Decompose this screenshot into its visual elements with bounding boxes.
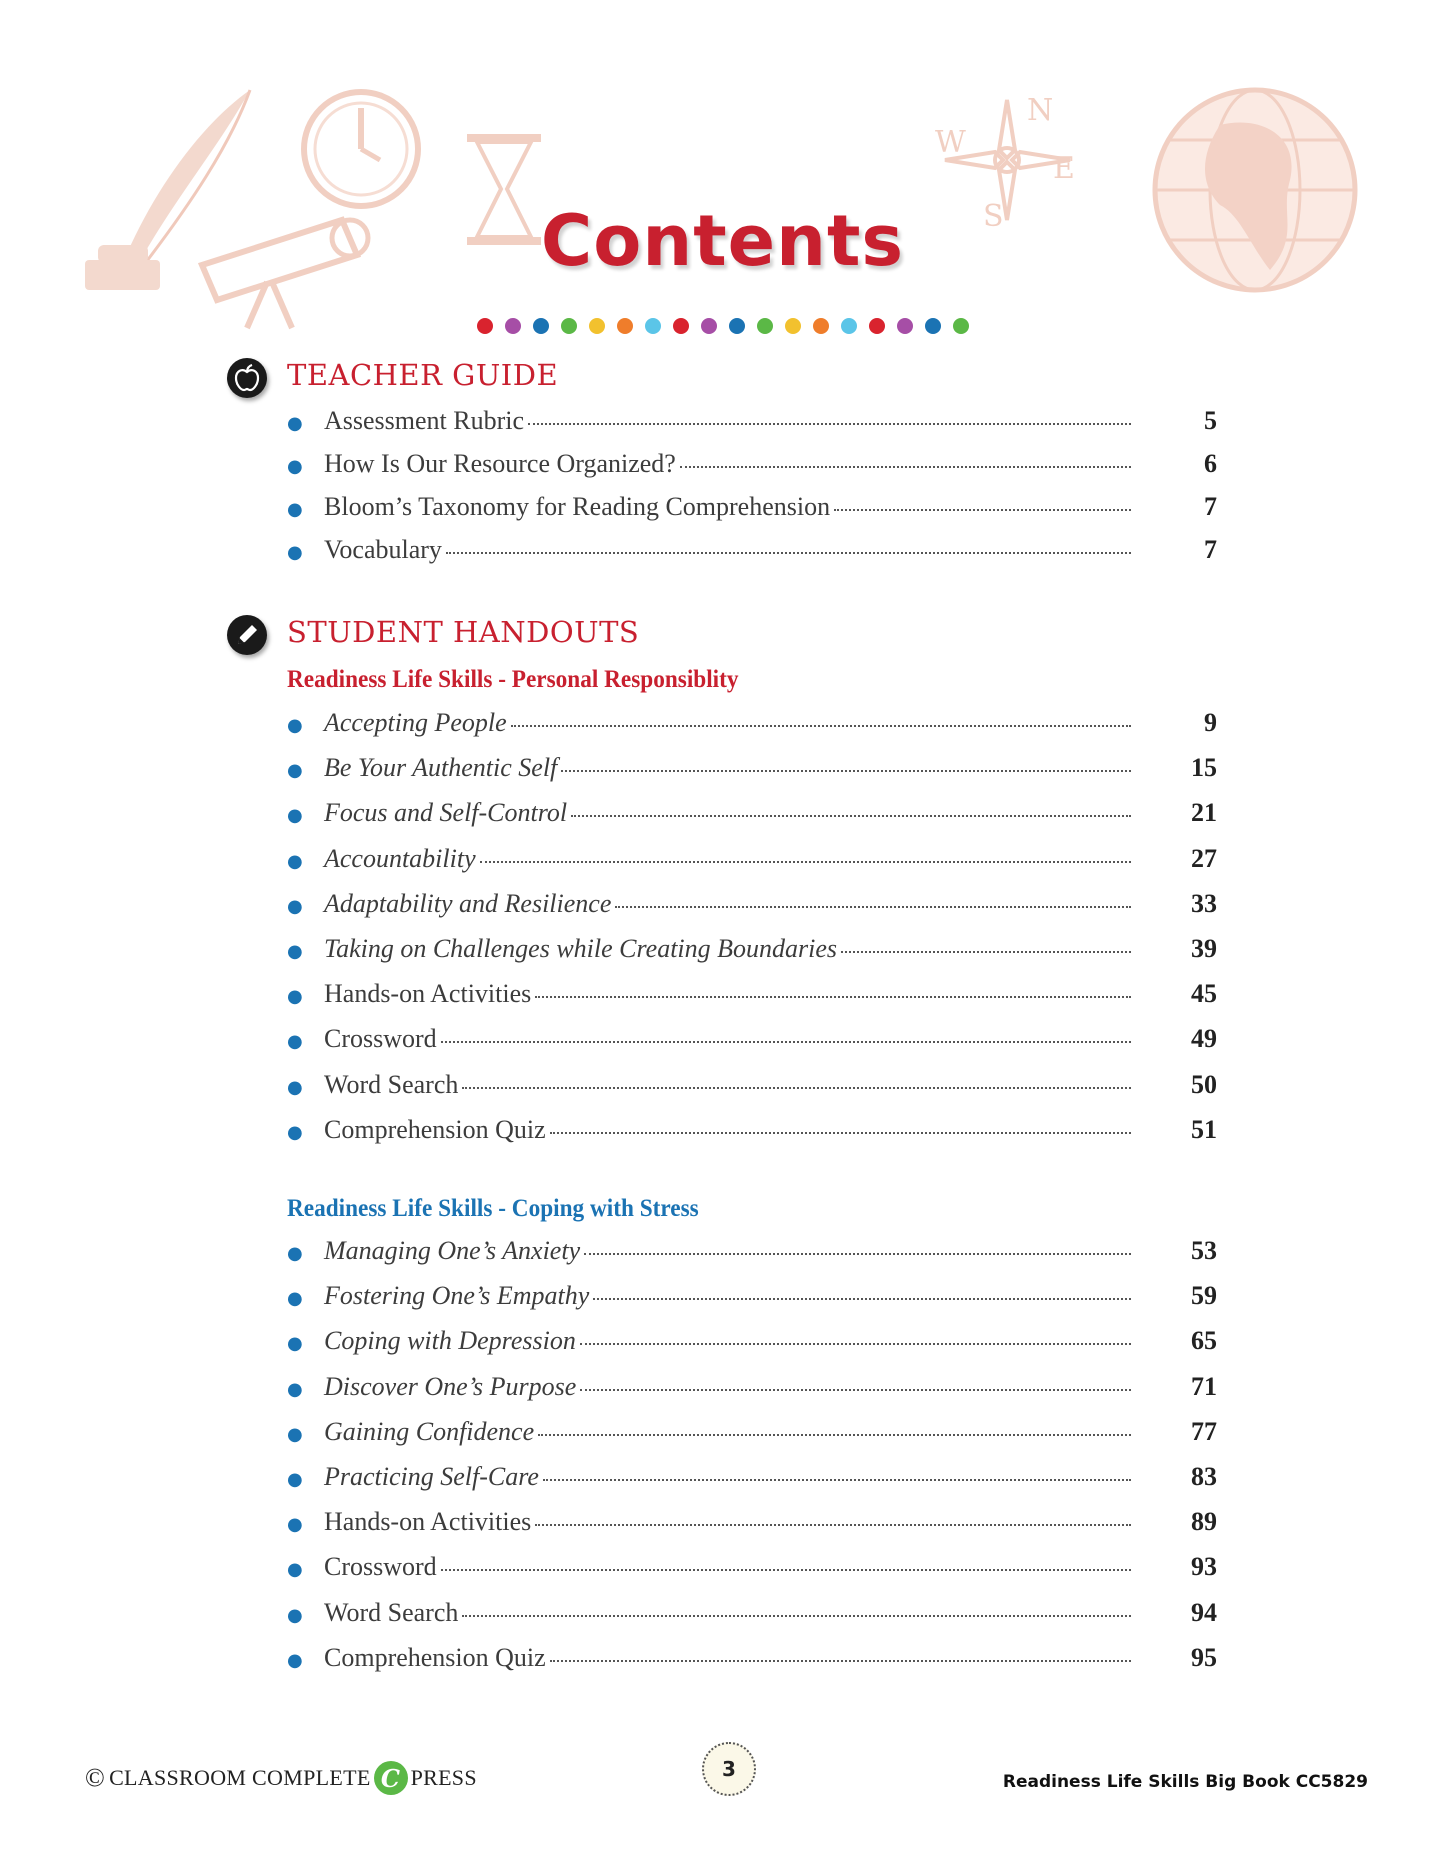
toc-entry[interactable] bbox=[287, 798, 1217, 834]
bullet-icon: ● bbox=[287, 1288, 303, 1310]
dot-leader bbox=[480, 861, 1131, 863]
leaf-logo-icon bbox=[374, 1761, 408, 1795]
toc-page-number: 77 bbox=[1191, 1416, 1217, 1446]
toc-page-number: 15 bbox=[1191, 753, 1217, 783]
toc-page-number: 9 bbox=[1204, 708, 1217, 737]
toc-entry-title: Accepting People bbox=[324, 708, 507, 737]
bullet-icon: ● bbox=[287, 986, 303, 1008]
dot-leader bbox=[462, 1087, 1131, 1089]
toc-entry[interactable] bbox=[287, 979, 1217, 1015]
toc-entry-title: Comprehension Quiz bbox=[324, 1114, 546, 1144]
toc-page-number: 27 bbox=[1191, 843, 1217, 873]
toc-entry[interactable] bbox=[287, 1462, 1217, 1498]
toc-entry[interactable] bbox=[287, 535, 1217, 571]
copyright-symbol: © bbox=[85, 1763, 106, 1792]
toc-entry[interactable] bbox=[287, 1326, 1217, 1362]
toc-entry-title: Taking on Challenges while Creating Boundaries bbox=[324, 934, 838, 963]
bullet-icon: ● bbox=[287, 1423, 303, 1445]
toc-entry[interactable] bbox=[287, 934, 1217, 970]
toc-page-number: 95 bbox=[1191, 1642, 1217, 1672]
color-dot bbox=[729, 318, 745, 334]
bullet-icon: ● bbox=[287, 1469, 303, 1490]
bullet-icon: ● bbox=[287, 1604, 303, 1626]
toc-entry[interactable] bbox=[287, 1115, 1217, 1151]
color-dot bbox=[477, 318, 493, 334]
color-dot bbox=[897, 318, 913, 334]
color-dot bbox=[813, 318, 829, 334]
clock-icon bbox=[300, 88, 422, 210]
toc-entry[interactable] bbox=[287, 1552, 1217, 1588]
compass-w-label: W bbox=[935, 125, 966, 160]
toc-entry[interactable] bbox=[287, 1236, 1217, 1272]
dot-leader bbox=[593, 1298, 1131, 1300]
color-dot bbox=[589, 318, 605, 334]
color-dot bbox=[869, 318, 885, 334]
toc-entry-title: Word Search bbox=[324, 1069, 459, 1099]
toc-entry[interactable] bbox=[287, 1024, 1217, 1060]
dot-leader bbox=[584, 1253, 1131, 1255]
dot-leader bbox=[538, 1434, 1131, 1436]
color-dot bbox=[925, 318, 941, 334]
bullet-icon: ● bbox=[287, 1514, 303, 1536]
toc-entry-title: Accountability bbox=[324, 843, 476, 873]
compass-n-label: N bbox=[1027, 93, 1054, 128]
teacher-guide-heading: TEACHER GUIDE bbox=[287, 358, 559, 392]
dot-leader bbox=[446, 552, 1131, 554]
toc-entry[interactable] bbox=[287, 1643, 1217, 1679]
toc-page-number: 39 bbox=[1191, 934, 1217, 963]
page-number: 3 bbox=[702, 1742, 756, 1796]
subheading-coping-with-stress: Readiness Life Skills - Coping with Stress bbox=[287, 1195, 699, 1222]
book-title: Readiness Life Skills Big Book CC5829 bbox=[1002, 1772, 1368, 1792]
student-handouts-heading: STUDENT HANDOUTS bbox=[287, 615, 640, 649]
bullet-icon: ● bbox=[287, 1333, 303, 1355]
toc-entry-title: Hands-on Activities bbox=[324, 1507, 532, 1537]
bullet-icon: ● bbox=[287, 1649, 303, 1671]
dot-leader bbox=[615, 906, 1131, 908]
toc-page-number: 7 bbox=[1204, 535, 1217, 564]
pencil-icon bbox=[227, 615, 267, 655]
toc-page-number: 51 bbox=[1191, 1114, 1217, 1144]
color-dot bbox=[505, 318, 521, 334]
color-dot bbox=[533, 318, 549, 334]
toc-entry-title: Crossword bbox=[324, 1552, 437, 1582]
color-dot bbox=[841, 318, 857, 334]
toc-page-number: 5 bbox=[1204, 406, 1217, 435]
toc-entry[interactable] bbox=[287, 1070, 1217, 1106]
dot-leader bbox=[511, 725, 1131, 727]
publisher-press: PRESS bbox=[410, 1765, 477, 1790]
compass-e-label: E bbox=[1053, 151, 1075, 186]
bullet-icon: ● bbox=[287, 542, 303, 563]
color-dot bbox=[785, 318, 801, 334]
toc-entry[interactable] bbox=[287, 708, 1217, 744]
toc-entry[interactable] bbox=[287, 449, 1217, 485]
toc-entry-title: Vocabulary bbox=[324, 535, 442, 564]
color-dot bbox=[645, 318, 661, 334]
toc-entry-title: Focus and Self-Control bbox=[324, 798, 568, 828]
dot-leader bbox=[441, 1041, 1131, 1043]
toc-entry[interactable] bbox=[287, 492, 1217, 528]
toc-entry-title: Hands-on Activities bbox=[324, 979, 532, 1009]
toc-entry-title: Adaptability and Resilience bbox=[324, 888, 612, 918]
toc-page-number: 50 bbox=[1191, 1069, 1217, 1099]
toc-entry[interactable] bbox=[287, 889, 1217, 925]
bullet-icon: ● bbox=[287, 413, 303, 434]
bullet-icon: ● bbox=[287, 1076, 303, 1098]
color-dot bbox=[561, 318, 577, 334]
toc-entry[interactable] bbox=[287, 406, 1217, 442]
toc-entry-title: Managing One’s Anxiety bbox=[324, 1236, 581, 1265]
toc-entry[interactable] bbox=[287, 1507, 1217, 1543]
publisher-logo bbox=[85, 1761, 477, 1795]
toc-page-number: 83 bbox=[1191, 1462, 1217, 1491]
bullet-icon: ● bbox=[287, 1378, 303, 1400]
toc-entry-title: Coping with Depression bbox=[324, 1326, 576, 1356]
toc-page-number: 65 bbox=[1191, 1326, 1217, 1356]
bullet-icon: ● bbox=[287, 850, 303, 872]
dot-leader bbox=[535, 1524, 1131, 1526]
toc-page-number: 7 bbox=[1204, 492, 1217, 521]
toc-entry[interactable] bbox=[287, 1598, 1217, 1634]
toc-entry[interactable] bbox=[287, 1281, 1217, 1317]
toc-page-number: 94 bbox=[1191, 1597, 1217, 1627]
dot-leader bbox=[528, 423, 1131, 425]
toc-entry-title: Comprehension Quiz bbox=[324, 1642, 546, 1672]
toc-page-number: 45 bbox=[1191, 979, 1217, 1009]
toc-entry-title: Word Search bbox=[324, 1597, 459, 1627]
dot-leader bbox=[580, 1389, 1131, 1391]
dot-leader bbox=[561, 770, 1131, 772]
color-dot bbox=[673, 318, 689, 334]
color-dot bbox=[701, 318, 717, 334]
dot-leader bbox=[543, 1479, 1131, 1481]
bullet-icon: ● bbox=[287, 456, 303, 477]
page-title: Contents bbox=[540, 200, 905, 282]
toc-entry-title: Crossword bbox=[324, 1024, 437, 1054]
toc-page-number: 71 bbox=[1191, 1371, 1217, 1401]
bullet-icon: ● bbox=[287, 1031, 303, 1053]
color-dot bbox=[617, 318, 633, 334]
apple-icon bbox=[227, 358, 267, 398]
publisher-name: CLASSROOM COMPLETE bbox=[109, 1765, 371, 1790]
dot-leader bbox=[535, 996, 1131, 998]
bullet-icon: ● bbox=[287, 1121, 303, 1143]
toc-page-number: 33 bbox=[1191, 888, 1217, 918]
bullet-icon: ● bbox=[287, 1559, 303, 1581]
dot-leader bbox=[571, 815, 1131, 817]
bullet-icon: ● bbox=[287, 1243, 303, 1264]
color-dot-divider bbox=[0, 318, 1445, 334]
toc-entry-title: Discover One’s Purpose bbox=[324, 1371, 577, 1401]
color-dot bbox=[757, 318, 773, 334]
toc-entry-title: Fostering One’s Empathy bbox=[324, 1281, 590, 1311]
bullet-icon: ● bbox=[287, 715, 303, 736]
dot-leader bbox=[550, 1132, 1131, 1134]
toc-page-number: 6 bbox=[1204, 449, 1217, 478]
toc-entry-title: Assessment Rubric bbox=[324, 406, 525, 435]
toc-entry[interactable] bbox=[287, 844, 1217, 880]
toc-entry-title: How Is Our Resource Organized? bbox=[324, 449, 676, 478]
publisher-logo-letter: C bbox=[380, 1763, 401, 1793]
dot-leader bbox=[680, 466, 1131, 468]
bullet-icon: ● bbox=[287, 895, 303, 917]
dot-leader bbox=[462, 1615, 1131, 1617]
bullet-icon: ● bbox=[287, 941, 303, 962]
color-dot bbox=[953, 318, 969, 334]
toc-entry[interactable] bbox=[287, 1417, 1217, 1453]
dot-leader bbox=[580, 1343, 1131, 1345]
subheading-personal-responsibility: Readiness Life Skills - Personal Responsiblity bbox=[287, 666, 739, 693]
toc-entry-title: Be Your Authentic Self bbox=[324, 753, 558, 783]
dot-leader bbox=[841, 951, 1131, 953]
toc-page-number: 93 bbox=[1191, 1552, 1217, 1582]
dot-leader bbox=[834, 509, 1131, 511]
toc-entry-title: Practicing Self-Care bbox=[324, 1462, 539, 1491]
compass-s-label: S bbox=[983, 199, 1004, 230]
toc-entry[interactable] bbox=[287, 1372, 1217, 1408]
toc-entry-title: Gaining Confidence bbox=[324, 1416, 535, 1446]
dot-leader bbox=[441, 1569, 1131, 1571]
bullet-icon: ● bbox=[287, 805, 303, 827]
bullet-icon: ● bbox=[287, 760, 303, 782]
dot-leader bbox=[550, 1660, 1131, 1662]
toc-page-number: 21 bbox=[1191, 798, 1217, 828]
toc-entry[interactable] bbox=[287, 753, 1217, 789]
toc-page-number: 89 bbox=[1191, 1507, 1217, 1537]
bullet-icon: ● bbox=[287, 499, 303, 520]
toc-page-number: 49 bbox=[1191, 1024, 1217, 1054]
toc-entry-title: Bloom’s Taxonomy for Reading Comprehension bbox=[324, 492, 831, 521]
toc-page-number: 59 bbox=[1191, 1281, 1217, 1311]
toc-page-number: 53 bbox=[1191, 1236, 1217, 1265]
